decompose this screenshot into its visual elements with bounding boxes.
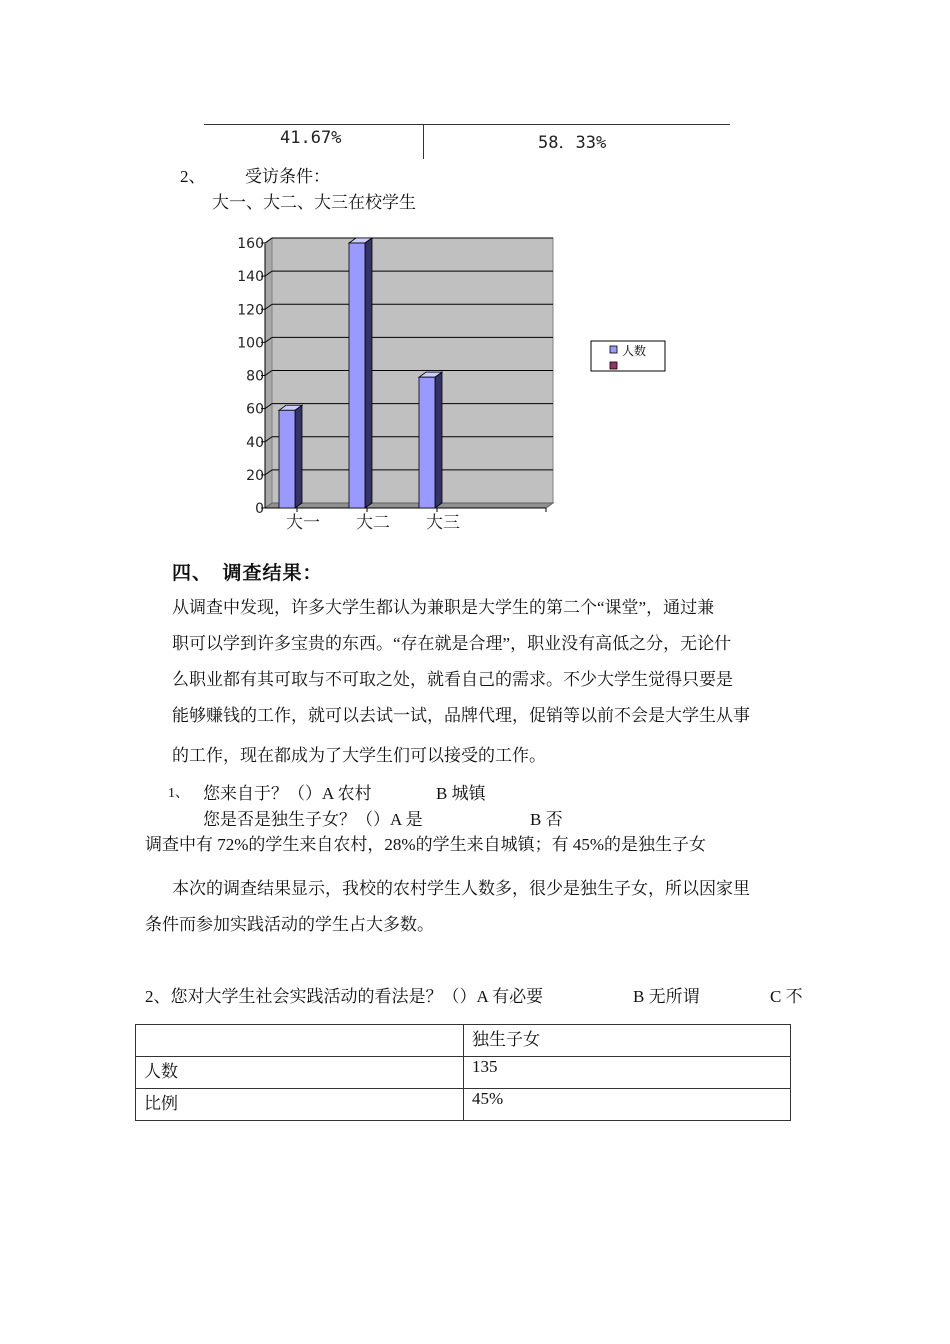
- bar-side-3: [435, 372, 442, 508]
- section4-heading: 四、 调查结果：: [172, 562, 323, 584]
- section2-label: 受访条件：: [245, 167, 330, 186]
- chart-x-labels: [286, 508, 546, 533]
- section4-line-2: 职可以学到许多宝贵的东西。“存在就是合理”，职业没有高低之分，无论什: [172, 634, 732, 653]
- table-row: [136, 1057, 791, 1089]
- y-tick-label: 100: [237, 335, 264, 352]
- x-tick-label: 大一: [286, 513, 320, 533]
- top-table-cell-2: 58．33%: [538, 133, 607, 153]
- y-tick-label: 160: [237, 236, 264, 252]
- result-line-1: 本次的调查结果显示，我校的农村学生人数多，很少是独生子女，所以因家里: [172, 879, 750, 898]
- table-header-cell: 独生子女: [464, 1025, 791, 1057]
- y-tick-label: 0: [255, 501, 264, 517]
- x-tick-label: 大三: [426, 513, 460, 533]
- only-child-table: [135, 1024, 791, 1121]
- bar-2: [349, 243, 365, 508]
- q1-question-2: 您是否是独生子女？（）A 是: [203, 810, 423, 829]
- q1-option-b: B 城镇: [436, 784, 486, 803]
- section4-line-1: 从调查中发现，许多大学生都认为兼职是大学生的第二个“课堂”，通过兼: [172, 598, 715, 617]
- section2-number: 2、: [180, 167, 206, 186]
- table-header-row: [136, 1025, 791, 1057]
- section4-line-4: 能够赚钱的工作，就可以去试一试，品牌代理，促销等以前不会是大学生从事: [172, 706, 750, 725]
- section4-line-3: 么职业都有其可取与不可取之处，就看自己的需求。不少大学生觉得只要是: [172, 670, 733, 689]
- section4-line-5: 的工作，现在都成为了大学生们可以接受的工作。: [172, 746, 546, 765]
- student-bar-chart: [0, 0, 950, 540]
- y-tick-label: 40: [246, 434, 264, 451]
- q2-option-c: C 不: [770, 987, 803, 1006]
- q1-question: 您来自于？（）A 农村: [203, 784, 372, 803]
- table-cell: 人数: [136, 1057, 464, 1089]
- x-tick-label: 大二: [356, 513, 390, 533]
- y-tick-label: 60: [246, 401, 264, 418]
- q2-text: 2、您对大学生社会实践活动的看法是？（）A 有必要: [145, 987, 544, 1006]
- section2-detail: 大一、大二、大三在校学生: [212, 193, 416, 212]
- y-tick-label: 80: [246, 368, 264, 385]
- bar-3: [419, 377, 435, 508]
- top-table-cell-1: 41.67%: [280, 128, 342, 148]
- legend-swatch-series-2: [610, 362, 617, 369]
- bar-side-1: [295, 405, 302, 508]
- table-cell: 135: [464, 1057, 791, 1089]
- chart-y-axis: [237, 236, 265, 517]
- y-tick-label: 20: [246, 467, 264, 484]
- table-cell: 比例: [136, 1089, 464, 1121]
- table-row: [136, 1089, 791, 1121]
- chart-floor: [265, 503, 553, 508]
- q1-number: 1、: [168, 786, 189, 801]
- table-cell: 45%: [464, 1089, 791, 1121]
- table-header-cell: [136, 1025, 464, 1057]
- q2-option-b: B 无所谓: [633, 987, 700, 1006]
- y-tick-label: 120: [237, 302, 264, 319]
- q1-summary: 调查中有 72%的学生来自农村，28%的学生来自城镇；有 45%的是独生子女: [145, 835, 706, 854]
- y-tick-label: 140: [237, 269, 264, 286]
- legend-swatch-series-1: [610, 346, 617, 353]
- bar-side-2: [365, 238, 372, 508]
- result-line-2: 条件而参加实践活动的学生占大多数。: [145, 915, 434, 934]
- q1-question-2-option-b: B 否: [530, 810, 563, 829]
- legend-label-series-1: 人数: [622, 344, 647, 358]
- bar-1: [279, 410, 295, 508]
